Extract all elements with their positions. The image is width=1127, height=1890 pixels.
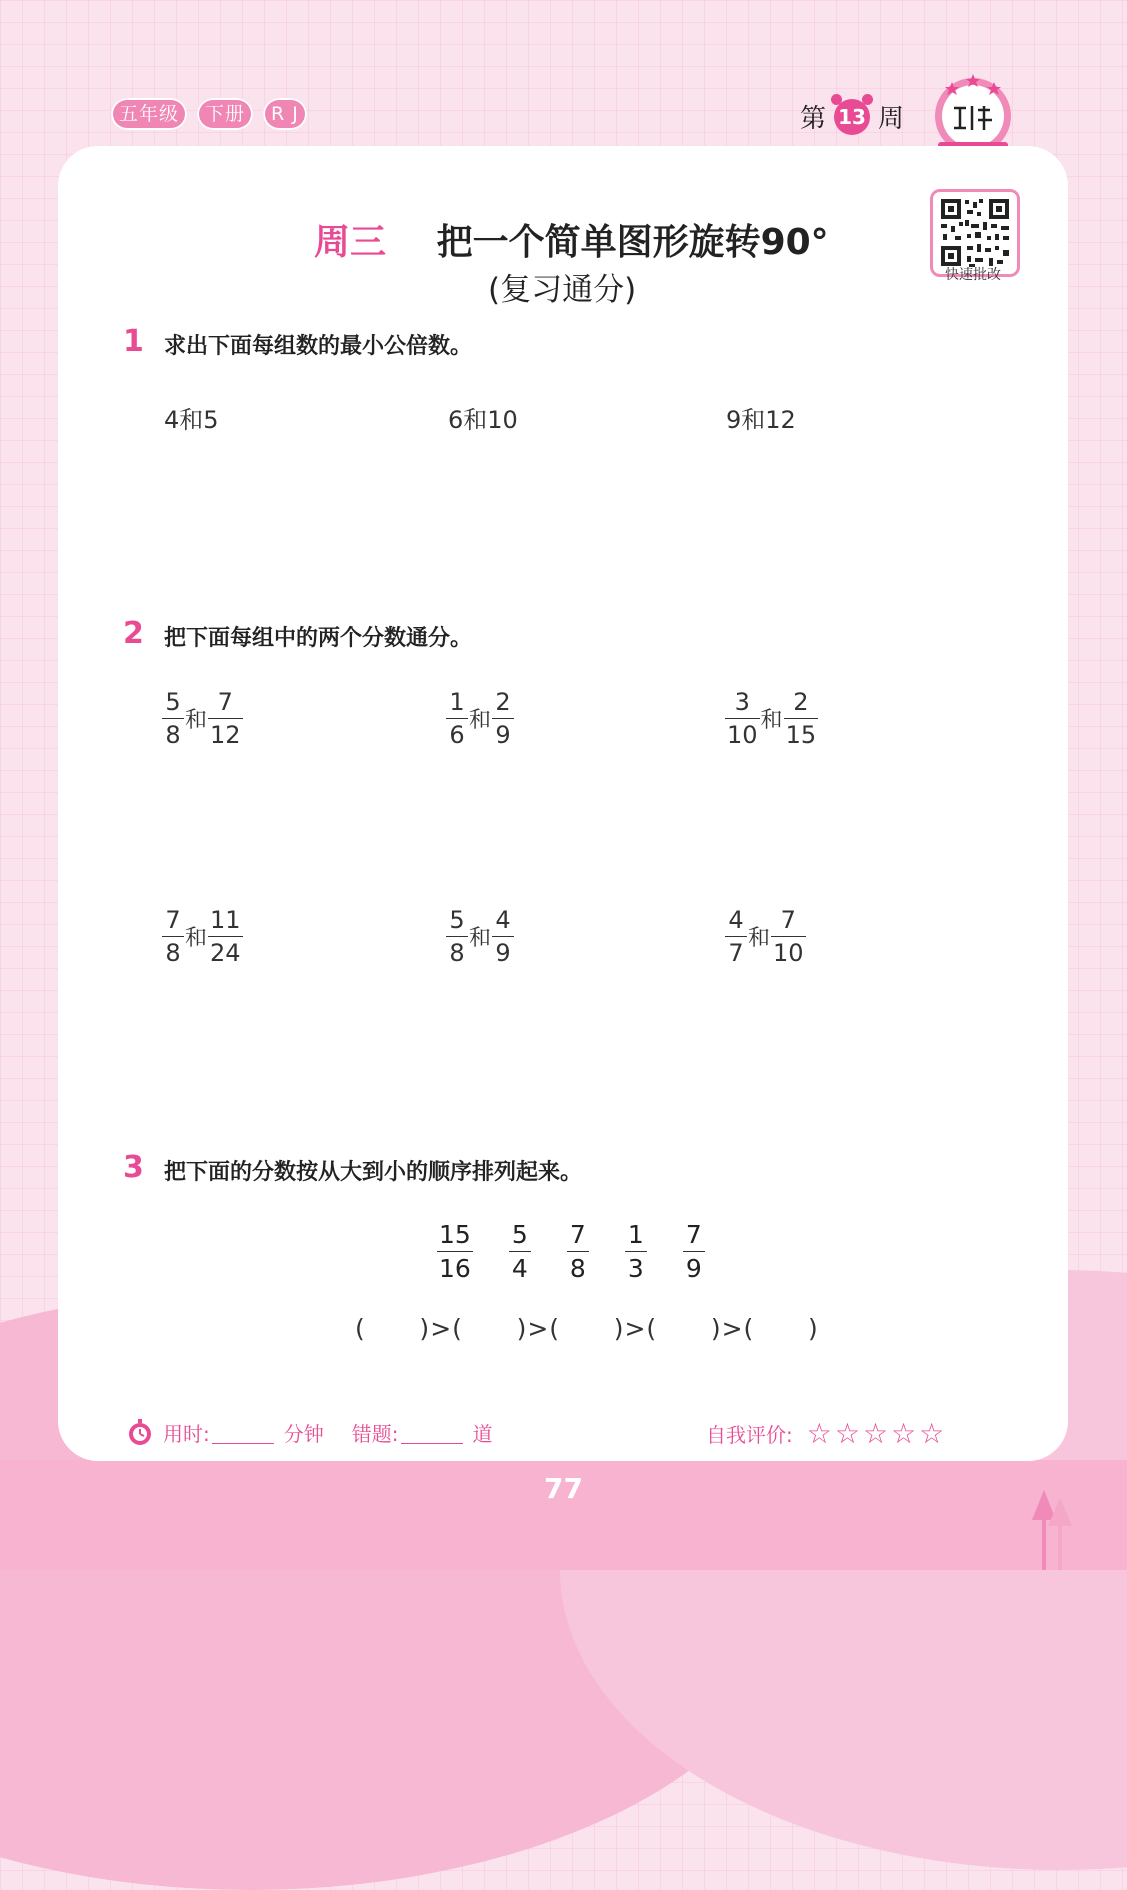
fraction — [492, 908, 514, 965]
numerator: 15 — [439, 1220, 471, 1249]
time-blank[interactable] — [212, 1421, 274, 1444]
denominator: 9 — [492, 936, 514, 965]
errors-blank[interactable] — [401, 1421, 463, 1444]
fraction — [725, 908, 747, 965]
rating-label: 自我评价: — [706, 1423, 793, 1447]
week-prefix: 第 — [800, 104, 827, 134]
joiner: 和 — [185, 708, 208, 733]
numerator: 7 — [217, 688, 233, 716]
denominator: 8 — [162, 718, 184, 747]
numerator: 1 — [449, 688, 465, 716]
question-3-text: 把下面的分数按从大到小的顺序排列起来。 — [164, 1160, 583, 1185]
denominator: 10 — [725, 718, 760, 747]
denominator: 8 — [446, 936, 468, 965]
qr-label: 快速批改 — [945, 267, 1001, 283]
fraction — [625, 1222, 647, 1281]
q1-pair: 6和10 — [448, 406, 518, 434]
q2-fraction-pair — [162, 690, 243, 747]
title-topic: 把一个简单图形旋转90° — [436, 222, 829, 263]
fraction — [683, 1222, 705, 1281]
joiner: 和 — [760, 708, 783, 733]
joiner: 和 — [469, 926, 492, 951]
denominator: 3 — [625, 1251, 647, 1281]
grade-tag: 五年级 — [111, 98, 187, 130]
fraction — [771, 908, 806, 965]
title-day: 周三 — [314, 222, 387, 263]
question-2-text: 把下面每组中的两个分数通分。 — [164, 626, 473, 651]
edition-tag: R J — [263, 98, 307, 130]
numerator: 7 — [165, 906, 181, 934]
numerator: 5 — [511, 1220, 528, 1249]
time-unit: 分钟 — [283, 1421, 324, 1446]
fraction — [208, 690, 243, 747]
joiner: 和 — [748, 926, 771, 951]
numerator: 4 — [495, 906, 511, 934]
denominator: 15 — [784, 718, 819, 747]
page-subtitle: (复习通分) — [488, 272, 637, 308]
page-number: 77 — [544, 1472, 583, 1505]
footer-time-errors — [125, 1417, 493, 1447]
numerator: 3 — [734, 688, 750, 716]
q2-fraction-pair — [725, 908, 806, 965]
week-indicator — [800, 98, 904, 135]
denominator: 9 — [492, 718, 514, 747]
question-1-number: 1 — [123, 324, 144, 359]
grade-tags — [111, 98, 307, 130]
denominator: 8 — [162, 936, 184, 965]
denominator: 8 — [567, 1251, 589, 1281]
week-suffix: 周 — [878, 104, 905, 134]
volume-tag: 下册 — [197, 98, 253, 130]
numerator: 7 — [780, 906, 796, 934]
fraction — [162, 908, 184, 965]
self-rating — [706, 1417, 947, 1450]
question-1-text: 求出下面每组数的最小公倍数。 — [164, 334, 473, 359]
numerator: 2 — [793, 688, 809, 716]
time-label: 用时: — [163, 1421, 210, 1446]
week-number-badge: 13 — [834, 99, 870, 135]
numerator: 2 — [495, 688, 511, 716]
fraction — [446, 908, 468, 965]
numerator: 7 — [685, 1220, 702, 1249]
numerator: 5 — [165, 688, 181, 716]
q3-fraction-list — [437, 1222, 705, 1281]
numerator: 4 — [728, 906, 744, 934]
stopwatch-icon — [125, 1417, 155, 1447]
denominator: 7 — [725, 936, 747, 965]
question-3-number: 3 — [123, 1150, 144, 1185]
errors-unit: 道 — [472, 1421, 493, 1446]
fraction — [208, 908, 243, 965]
q2-fraction-pair — [446, 908, 514, 965]
denominator: 12 — [208, 718, 243, 747]
fraction — [492, 690, 514, 747]
q1-pair: 9和12 — [726, 406, 796, 434]
rating-stars[interactable]: ☆☆☆☆☆ — [806, 1417, 948, 1450]
q1-pair: 4和5 — [164, 406, 219, 434]
fraction — [784, 690, 819, 747]
question-2-number: 2 — [123, 616, 144, 651]
fraction — [162, 690, 184, 747]
fraction — [437, 1222, 473, 1281]
numerator: 1 — [627, 1220, 644, 1249]
denominator: 6 — [446, 718, 468, 747]
numerator: 5 — [449, 906, 465, 934]
denominator: 10 — [771, 936, 806, 965]
joiner: 和 — [469, 708, 492, 733]
errors-label: 错题: — [351, 1421, 399, 1446]
denominator: 9 — [683, 1251, 705, 1281]
q2-fraction-pair — [162, 908, 243, 965]
q2-fraction-pair — [446, 690, 514, 747]
q3-answer-template[interactable]: ( )>( )>( )>( )>( ) — [355, 1314, 819, 1343]
joiner: 和 — [185, 926, 208, 951]
fraction — [567, 1222, 589, 1281]
page-title — [314, 214, 829, 265]
fraction — [725, 690, 760, 747]
arrows-decoration-icon — [1030, 1490, 1074, 1570]
fraction — [509, 1222, 531, 1281]
numerator: 7 — [569, 1220, 586, 1249]
fraction — [446, 690, 468, 747]
denominator: 4 — [509, 1251, 531, 1281]
denominator: 16 — [437, 1251, 473, 1281]
numerator: 11 — [210, 906, 241, 934]
denominator: 24 — [208, 936, 243, 965]
q2-fraction-pair — [725, 690, 818, 747]
